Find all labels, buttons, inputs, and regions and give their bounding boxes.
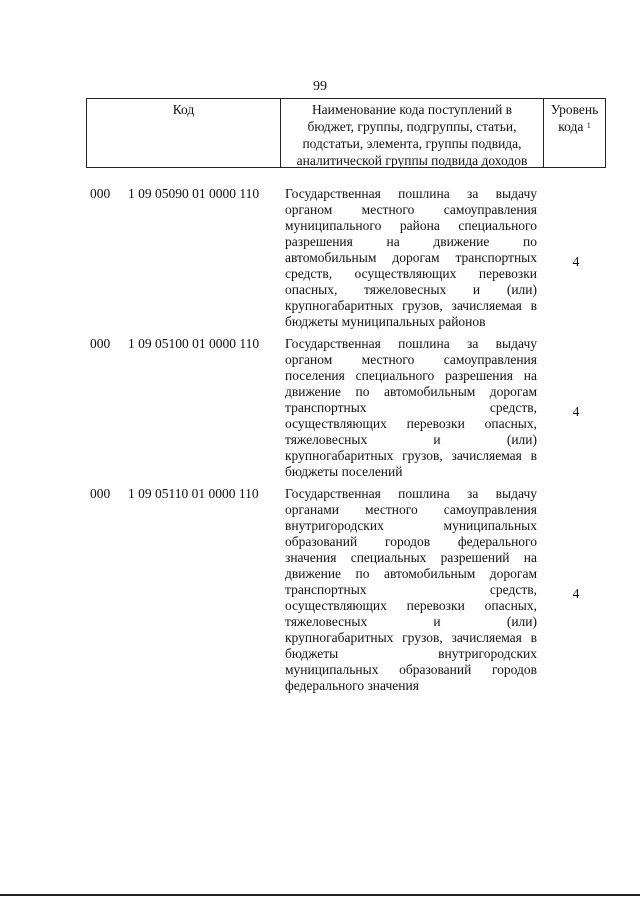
name-line: движение по автомобильным дорогам (285, 384, 537, 399)
header-level-line2 (544, 118, 605, 135)
code-level: 4 (572, 586, 580, 601)
header-code-cell (87, 99, 281, 167)
name-line: Государственная пошлина за выдачу (285, 336, 537, 351)
admin-code: 000 (90, 186, 111, 201)
name-line: бюджеты муниципальных районов (285, 314, 486, 329)
revenue-name (285, 336, 537, 480)
name-line: муниципальных образований городов (285, 662, 537, 677)
name-line: осуществляющих перевозки опасных, (285, 598, 537, 613)
admin-code: 000 (90, 486, 111, 501)
header-name-line: Наименование кода поступлений в (311, 102, 513, 117)
name-line: тяжеловесных и (или) (285, 432, 537, 447)
page-bottom-edge (0, 894, 640, 896)
header-code-label: Код (172, 102, 195, 117)
name-line: органами местного самоуправления (285, 502, 537, 517)
header-level-text: кода (558, 119, 584, 134)
name-line: значения специальных разрешений на (285, 550, 537, 565)
header-name-line: подстатьи, элемента, группы подвида, (302, 136, 522, 151)
code-level: 4 (572, 254, 580, 269)
name-line: осуществляющих перевозки опасных, (285, 416, 537, 431)
revenue-name (285, 486, 537, 694)
revenue-name (285, 186, 537, 330)
name-line: бюджеты поселений (285, 464, 403, 479)
revenue-code: 1 09 05100 01 0000 110 (128, 336, 260, 351)
name-line: движение по автомобильным дорогам (285, 566, 537, 581)
name-line: бюджеты внутригородских (285, 646, 537, 661)
name-line: органом местного самоуправления (285, 202, 537, 217)
footnote-marker: 1 (586, 121, 591, 130)
name-line: средств, осуществляющих перевозки (285, 266, 537, 281)
name-line: муниципального района специального (285, 218, 537, 233)
name-line: тяжеловесных и (или) (285, 614, 537, 629)
header-name-line: бюджет, группы, подгруппы, статьи, (307, 119, 517, 134)
name-line: Государственная пошлина за выдачу (285, 486, 537, 501)
header-level-cell (544, 99, 605, 167)
name-line: транспортных средств, (285, 582, 537, 597)
table-header (86, 98, 606, 168)
name-line: крупногабаритных грузов, зачисляемая в (285, 448, 537, 463)
name-line: транспортных средств, (285, 400, 537, 415)
revenue-code: 1 09 05090 01 0000 110 (128, 186, 260, 201)
name-line: крупногабаритных грузов, зачисляемая в (285, 630, 537, 645)
code-level: 4 (572, 404, 580, 419)
header-name-cell (281, 99, 544, 167)
header-level-line1: Уровень (550, 102, 599, 117)
revenue-code: 1 09 05110 01 0000 110 (128, 486, 259, 501)
name-line: разрешения на движение по (285, 234, 537, 249)
name-line: опасных, тяжеловесных и (или) (285, 282, 537, 297)
page-number: 99 (313, 79, 327, 94)
name-line: образований городов федерального (285, 534, 537, 549)
name-line: автомобильным дорогам транспортных (285, 250, 537, 265)
name-line: внутригородских муниципальных (285, 518, 537, 533)
name-line: органом местного самоуправления (285, 352, 537, 367)
header-name-line: аналитической группы подвида доходов (296, 153, 528, 168)
name-line: федерального значения (285, 678, 419, 693)
name-line: крупногабаритных грузов, зачисляемая в (285, 298, 537, 313)
name-line: Государственная пошлина за выдачу (285, 186, 537, 201)
admin-code: 000 (90, 336, 111, 351)
name-line: поселения специального разрешения на (285, 368, 537, 383)
